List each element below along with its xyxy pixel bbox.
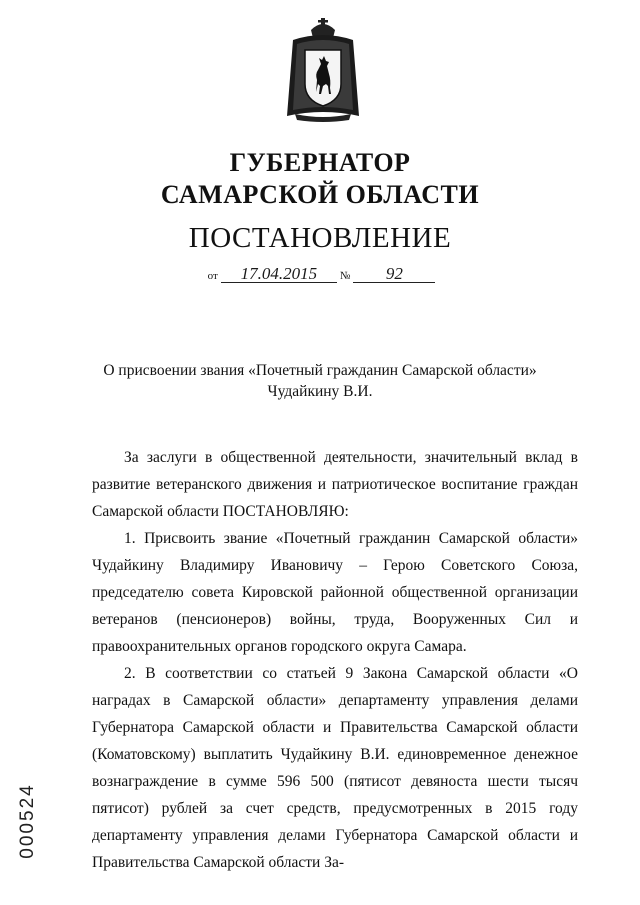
document-date: 17.04.2015 (221, 266, 337, 283)
number-prefix: № (339, 270, 351, 282)
clause-2-paragraph: 2. В соответствии со статьей 9 Закона Самарской области «О наградах в Самарской области» департаменту управления делами Губернатора Самарской области и Правительства Самарской области (Коматовскому) выплатить Чудайкину В.И. единовременное денежное вознаграждение в сумме 596 500 (пятисот девяноста шести тысяч пятисот) рублей за счет средств, предусмотренных в 2015 году департаменту управления делами Губернатора Самарской области и Правительства Самарской области За- (92, 665, 578, 871)
issuer-title-line-1: ГУБЕРНАТОР (229, 148, 411, 177)
subject-line-2: Чудайкину В.И. (267, 383, 373, 400)
date-prefix: от (207, 270, 218, 282)
coat-of-arms-icon (283, 16, 363, 126)
date-number-line (0, 266, 640, 283)
document-body (92, 444, 578, 876)
document-type: ПОСТАНОВЛЕНИЕ (188, 222, 452, 254)
document-subject (0, 360, 640, 402)
clause-1-paragraph: 1. Присвоить звание «Почетный гражданин Самарской области» Чудайкину Владимиру Ивановичу – Герою Советского Союза, председателю совета Кировской районной общественной организации ветеранов (пенсионеров) войны, труда, Вооруженных Сил и правоохранительных органов городского округа Самара. (92, 530, 578, 655)
side-serial-stamp (16, 782, 40, 862)
subject-line-1: О присвоении звания «Почетный гражданин Самарской области» (103, 362, 537, 379)
serial-number: 000524 (17, 783, 38, 859)
issuer-title-line-2: САМАРСКОЙ ОБЛАСТИ (160, 180, 480, 209)
document-number: 92 (353, 266, 435, 283)
preamble-paragraph: За заслуги в общественной деятельности, значительный вклад в развитие ветеранского движения и патриотическое воспитание граждан Самарской области ПОСТАНОВЛЯЮ: (92, 449, 578, 520)
